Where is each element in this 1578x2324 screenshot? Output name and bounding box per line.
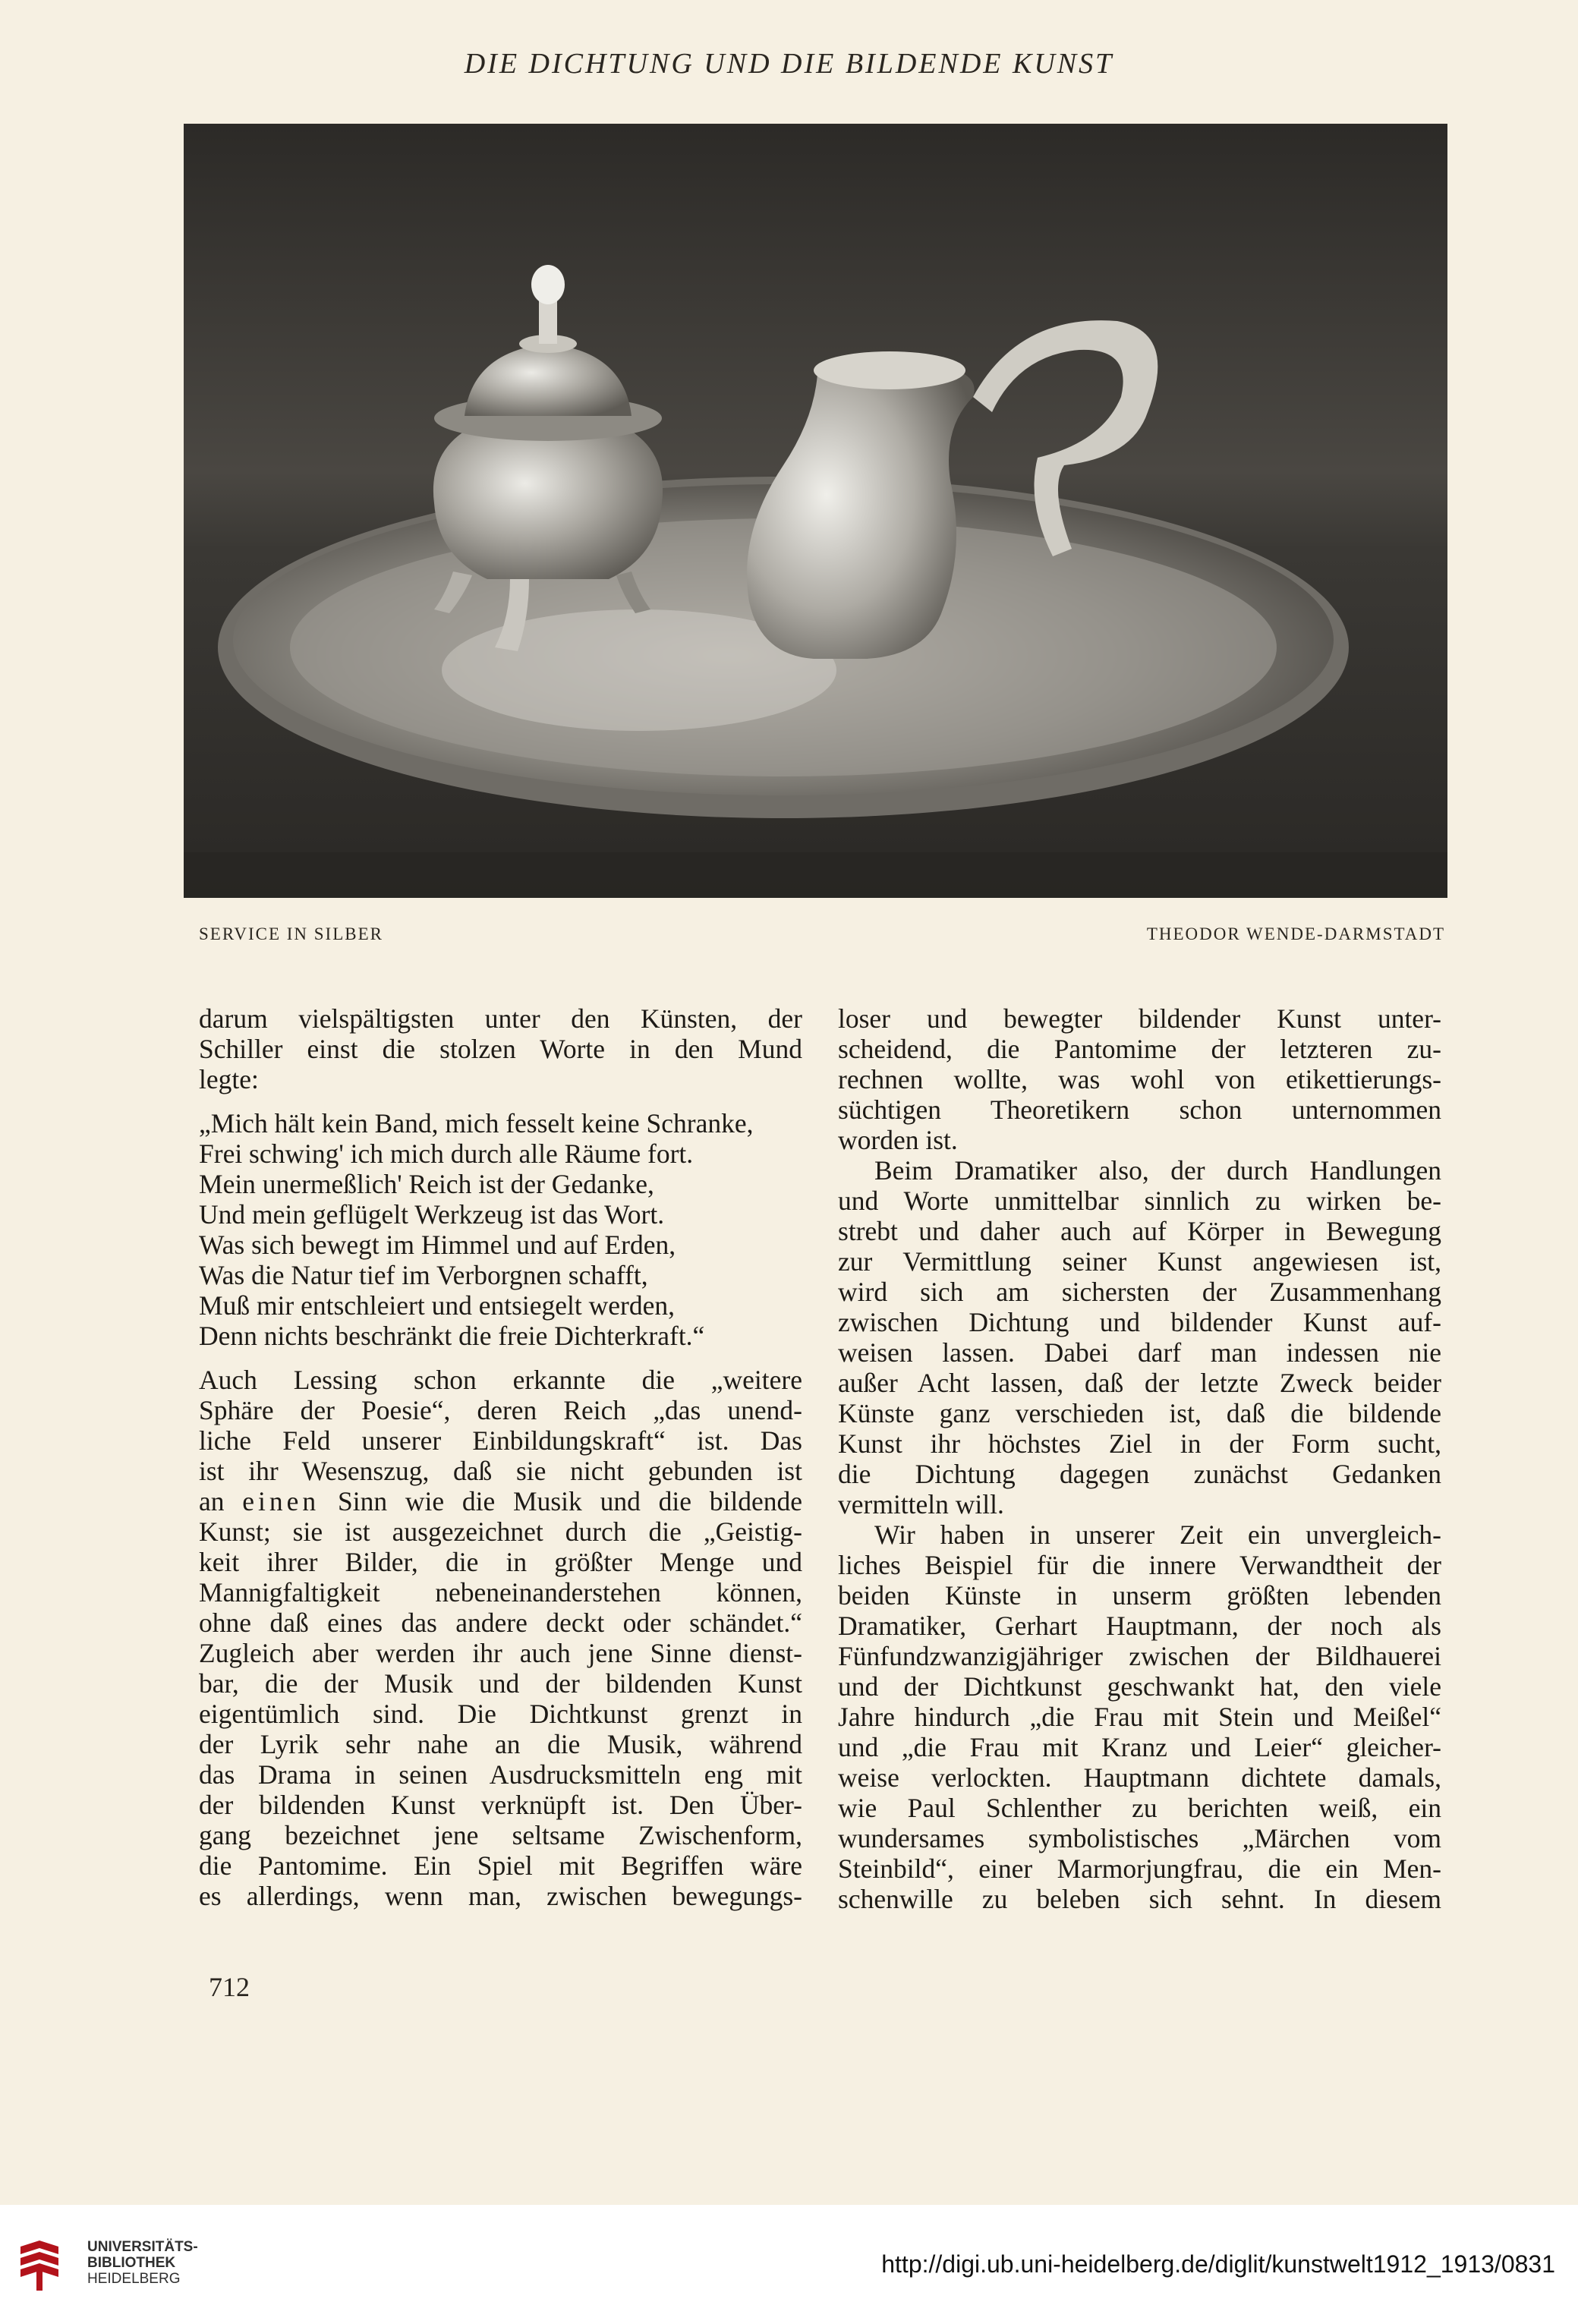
text-line: weise verlockten. Hauptmann dichtete damals, bbox=[838, 1762, 1441, 1793]
photograph-silver-service bbox=[184, 124, 1447, 898]
figure-caption-artist: THEODOR WENDE-DARMSTADT bbox=[1146, 924, 1445, 943]
text-line: keit ihrer Bilder, die in größter Menge und bbox=[199, 1547, 802, 1577]
verse-quotation bbox=[199, 1108, 802, 1351]
photo-illustration bbox=[184, 124, 1447, 898]
text-line: liches Beispiel für die innere Verwandtheit der bbox=[838, 1550, 1441, 1580]
text-line: Sphäre der Poesie“, deren Reich „das unend- bbox=[199, 1395, 802, 1425]
paragraph bbox=[838, 1519, 1441, 1914]
text-line: Auch Lessing schon erkannte die „weitere bbox=[199, 1365, 802, 1395]
text-line: bar, die der Musik und der bildenden Kunst bbox=[199, 1668, 802, 1699]
text-line: wird sich am sichersten der Zusammenhang bbox=[838, 1277, 1441, 1307]
text-line: die Dichtung dagegen zunächst Gedanken bbox=[838, 1459, 1441, 1489]
text-line: Beim Dramatiker also, der durch Handlungen bbox=[874, 1155, 1441, 1186]
paragraph bbox=[199, 1365, 802, 1911]
text-line: Kunst; sie ist ausgezeichnet durch die „Geistig- bbox=[199, 1516, 802, 1547]
text-fragment: an bbox=[199, 1486, 225, 1516]
verse-line: Mein unermeßlich' Reich ist der Gedanke, bbox=[199, 1169, 654, 1199]
text-line: Künste ganz verschieden ist, daß die bildende bbox=[838, 1398, 1441, 1428]
page-number: 712 bbox=[209, 1972, 250, 2002]
verse-line: Und mein geflügelt Werkzeug ist das Wort. bbox=[199, 1199, 665, 1230]
paragraph bbox=[838, 1155, 1441, 1519]
library-city: HEIDELBERG bbox=[87, 2271, 181, 2287]
verse-line: Muß mir entschleiert und entsiegelt werden, bbox=[199, 1290, 675, 1321]
text-line: legte: bbox=[199, 1064, 259, 1094]
text-line: liche Feld unserer Einbildungskraft“ ist. Das bbox=[199, 1425, 802, 1456]
text-line: vermitteln will. bbox=[838, 1489, 1004, 1519]
running-head: DIE DICHTUNG UND DIE BILDENDE KUNST bbox=[464, 48, 1114, 80]
text-line: ohne daß eines das andere deckt oder schändet.“ bbox=[199, 1608, 802, 1638]
text-line-with-emphasis bbox=[199, 1486, 802, 1516]
text-line: wundersames symbolistisches „Märchen vom bbox=[838, 1823, 1441, 1853]
emphasized-word: einen bbox=[242, 1486, 320, 1516]
text-line: strebt und daher auch auf Körper in Bewegung bbox=[838, 1216, 1441, 1246]
library-name bbox=[87, 2239, 198, 2287]
text-column-left bbox=[199, 1003, 802, 1911]
text-line: weisen lassen. Dabei darf man indessen nie bbox=[838, 1337, 1441, 1368]
text-line: eigentümlich sind. Die Dichtkunst grenzt in bbox=[199, 1699, 802, 1729]
text-line: zur Vermittlung seiner Kunst angewiesen ist, bbox=[838, 1246, 1441, 1277]
text-line: Kunst ihr höchstes Ziel in der Form sucht, bbox=[838, 1428, 1441, 1459]
text-line: rechnen wollte, was wohl von etikettierungs- bbox=[838, 1064, 1441, 1094]
text-line: Jahre hindurch „die Frau mit Stein und Meißel“ bbox=[838, 1702, 1441, 1732]
source-url-link[interactable]: http://digi.ub.uni-heidelberg.de/diglit/kunstwelt1912_1913/0831 bbox=[881, 2250, 1555, 2278]
text-line: und Worte unmittelbar sinnlich zu wirken be- bbox=[838, 1186, 1441, 1216]
verse-line: „Mich hält kein Band, mich fesselt keine Schranke, bbox=[199, 1108, 754, 1138]
paragraph bbox=[838, 1003, 1441, 1155]
text-line: zwischen Dichtung und bildender Kunst auf- bbox=[838, 1307, 1441, 1337]
text-fragment: Sinn wie die Musik und die bildende bbox=[337, 1486, 802, 1516]
text-line: der Lyrik sehr nahe an die Musik, während bbox=[199, 1729, 802, 1759]
figure-caption-title: SERVICE IN SILBER bbox=[199, 924, 383, 943]
text-line: Fünfundzwanzigjähriger zwischen der Bildhauerei bbox=[838, 1641, 1441, 1671]
text-line: worden ist. bbox=[838, 1125, 958, 1155]
text-line: Steinbild“, einer Marmorjungfrau, die ein Men- bbox=[838, 1853, 1441, 1884]
text-line: das Drama in seinen Ausdrucksmitteln eng mit bbox=[199, 1759, 802, 1790]
library-logo-icon bbox=[17, 2239, 62, 2292]
text-line: die Pantomime. Ein Spiel mit Begriffen wäre bbox=[199, 1850, 802, 1881]
text-line: schenwille zu beleben sich sehnt. In diesem bbox=[838, 1884, 1441, 1914]
verse-line: Denn nichts beschränkt die freie Dichterkraft.“ bbox=[199, 1321, 705, 1351]
text-line: wie Paul Schlenther zu berichten weiß, ein bbox=[838, 1793, 1441, 1823]
paragraph bbox=[199, 1003, 802, 1094]
text-column-right bbox=[838, 1003, 1441, 1914]
text-line: Wir haben in unserer Zeit ein unvergleich- bbox=[874, 1519, 1441, 1550]
verse-line: Was die Natur tief im Verborgnen schafft, bbox=[199, 1260, 648, 1290]
text-line: Mannigfaltigkeit nebeneinanderstehen können, bbox=[199, 1577, 802, 1608]
text-line: und der Dichtkunst geschwankt hat, den viele bbox=[838, 1671, 1441, 1702]
text-line: süchtigen Theoretikern schon unternommen bbox=[838, 1094, 1441, 1125]
text-line: scheidend, die Pantomime der letzteren zu- bbox=[838, 1034, 1441, 1064]
text-line: und „die Frau mit Kranz und Leier“ gleicher- bbox=[838, 1732, 1441, 1762]
text-line: ist ihr Wesenszug, daß sie nicht gebunden ist bbox=[199, 1456, 802, 1486]
text-line: es allerdings, wenn man, zwischen bewegungs- bbox=[199, 1881, 802, 1911]
library-name-line: UNIVERSITÄTS- bbox=[87, 2239, 198, 2255]
library-name-line: BIBLIOTHEK bbox=[87, 2255, 176, 2271]
text-line: Zugleich aber werden ihr auch jene Sinne dienst- bbox=[199, 1638, 802, 1668]
text-line: Schiller einst die stolzen Worte in den Mund bbox=[199, 1034, 802, 1064]
text-line: Dramatiker, Gerhart Hauptmann, der noch als bbox=[838, 1611, 1441, 1641]
text-line: der bildenden Kunst verknüpft ist. Den Über- bbox=[199, 1790, 802, 1820]
verse-line: Was sich bewegt im Himmel und auf Erden, bbox=[199, 1230, 676, 1260]
text-line: beiden Künste in unserm größten lebenden bbox=[838, 1580, 1441, 1611]
text-line: darum vielspältigsten unter den Künsten, der bbox=[199, 1003, 802, 1034]
text-line: loser und bewegter bildender Kunst unter- bbox=[838, 1003, 1441, 1034]
text-line: gang bezeichnet jene seltsame Zwischenform, bbox=[199, 1820, 802, 1850]
text-line: außer Acht lassen, daß der letzte Zweck beider bbox=[838, 1368, 1441, 1398]
verse-line: Frei schwing' ich mich durch alle Räume fort. bbox=[199, 1138, 694, 1169]
